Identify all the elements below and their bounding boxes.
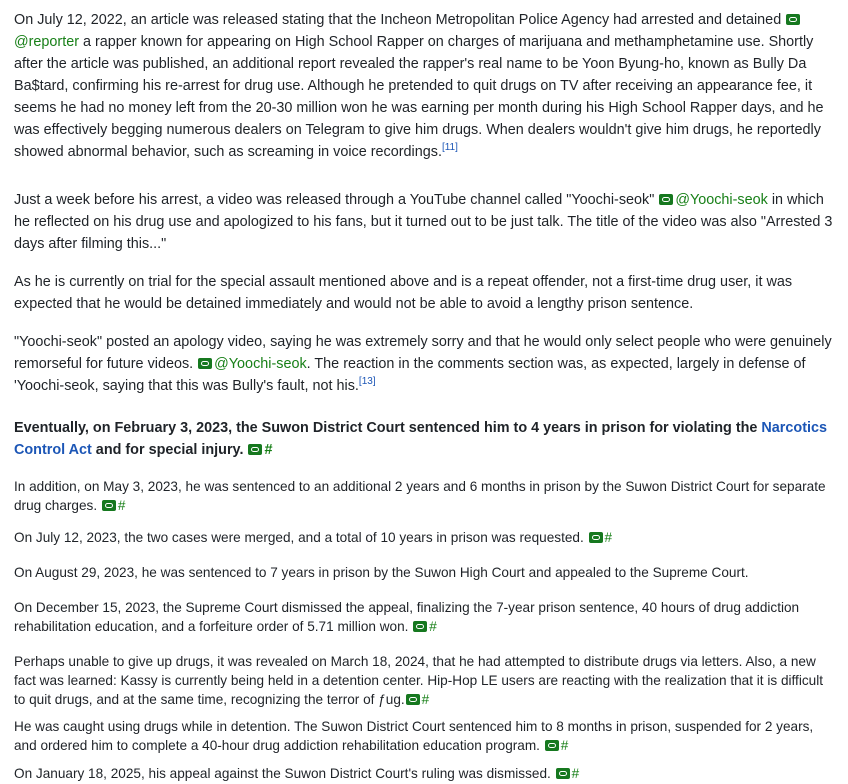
footnote-13[interactable]: [13]: [358, 376, 376, 388]
narcotics-control-act-link[interactable]: Narcotics Control Act: [14, 420, 827, 458]
link-icon: [102, 500, 116, 511]
paragraph-text: . The reaction in the comments section was, as expected, largely in defense of 'Yoochi-seok, saying that this was Bully's fault, not his.: [14, 356, 806, 394]
paragraph-text: On July 12, 2022, an article was released stating that the Incheon Metropolitan Police Agency had arrested and detained: [14, 12, 786, 28]
link-icon: [589, 532, 603, 543]
paragraph-detention-drugs: [14, 717, 834, 755]
paragraph-text: Perhaps unable to give up drugs, it was revealed on March 18, 2024, that he had attempted to distribute drugs via letters. Also, a new fact was learned: Kassy is currently being held in a detention center. Hip-Hop LE users are reacting with the realization that it is difficult to quit drugs, and at the same time, recognizing the terror of ƒug.: [14, 654, 824, 707]
link-icon: [198, 358, 212, 369]
paragraph-text: On December 15, 2023, the Supreme Court dismissed the appeal, finalizing the 7-year prison sentence, 40 hours of drug addiction rehabilitation education, and a forfeiture order of 5.71 million won.: [14, 600, 800, 634]
source-link[interactable]: #: [604, 530, 613, 545]
paragraph-text: On August 29, 2023, he was sentenced to 7 years in prison by the Suwon High Court and appealed to the Supreme Court.: [14, 565, 749, 580]
footnote-11[interactable]: [11]: [441, 142, 458, 154]
link-icon: [248, 444, 262, 455]
paragraph-appeal-dismissed: [14, 764, 834, 783]
paragraph-text: in which he reflected on his drug use and apologized to his fans, but it turned out to be just talk. The title of the video was also "Arrested 3 days after filming this...": [14, 192, 833, 252]
paragraph-trial: [14, 271, 834, 315]
source-link[interactable]: #: [571, 766, 580, 781]
paragraph-text: Just a week before his arrest, a video was released through a YouTube channel called "Yoochi-seok": [14, 192, 659, 208]
source-link[interactable]: #: [421, 692, 430, 707]
paragraph-text: In addition, on May 3, 2023, he was sentenced to an additional 2 years and 6 months in prison by the Suwon District Court for separate drug charges.: [14, 479, 826, 513]
paragraph-apology-video: [14, 331, 834, 397]
paragraph-letters: [14, 652, 834, 709]
paragraph-cases-merged: [14, 528, 834, 547]
link-icon: [659, 194, 673, 205]
paragraph-sentence: [14, 417, 834, 461]
link-icon: [545, 740, 559, 751]
paragraph-text: and for special injury.: [91, 442, 248, 458]
paragraph-high-court: [14, 563, 834, 582]
source-link[interactable]: #: [117, 498, 126, 513]
paragraph-text: On July 12, 2023, the two cases were merged, and a total of 10 years in prison was requested.: [14, 530, 588, 545]
paragraph-arrest-report: [14, 9, 834, 163]
link-icon: [413, 621, 427, 632]
paragraph-text: a rapper known for appearing on High School Rapper on charges of marijuana and methamphetamine use. Shortly after the article was published, an additional report revealed the rapper's real name to be Yoon Byung-ho, known as Bully Da Ba$tard, confirming his re-arrest for drug use. Although he pretended to quit drugs on TV after receiving an appearance fee, it seems he had no money left from the 20-30 million won he was earning per month during his High School Rapper days, and he was effectively begging numerous dealers on Telegram to give him drugs. When dealers wouldn't give him drugs, he reportedly showed abnormal behavior, such as screaming in voice recordings.: [14, 34, 824, 160]
paragraph-text: "Yoochi-seok" posted an apology video, saying he was extremely sorry and that he would only select people who were genuinely remorseful for future videos.: [14, 334, 832, 372]
source-link[interactable]: #: [429, 619, 437, 634]
paragraph-supreme-court: [14, 598, 834, 636]
yoochi-seok-link-2[interactable]: @Yoochi-seok: [214, 356, 307, 372]
paragraph-text: As he is currently on trial for the special assault mentioned above and is a repeat offender, not a first-time drug user, it was expected that he would be detained immediately and would not be able to avoid a lengthy prison sentence.: [14, 274, 793, 312]
paragraph-text: Eventually, on February 3, 2023, the Suwon District Court sentenced him to 4 years in prison for violating the: [14, 420, 762, 436]
link-icon: [786, 14, 800, 25]
link-icon: [406, 694, 420, 705]
link-icon: [556, 768, 570, 779]
paragraph-additional-sentence: [14, 477, 834, 515]
reporter-link[interactable]: @reporter: [14, 34, 79, 50]
source-link[interactable]: #: [560, 738, 569, 753]
paragraph-text: On January 18, 2025, his appeal against the Suwon District Court's ruling was dismissed.: [14, 766, 555, 781]
paragraph-youtube-video: [14, 189, 834, 255]
paragraph-text: He was caught using drugs while in detention. The Suwon District Court sentenced him to 8 months in prison, suspended for 2 years, and ordered him to complete a 40-hour drug addiction rehabilitation education program.: [14, 719, 814, 753]
source-link[interactable]: #: [264, 442, 273, 458]
yoochi-seok-link[interactable]: @Yoochi-seok: [675, 192, 768, 208]
